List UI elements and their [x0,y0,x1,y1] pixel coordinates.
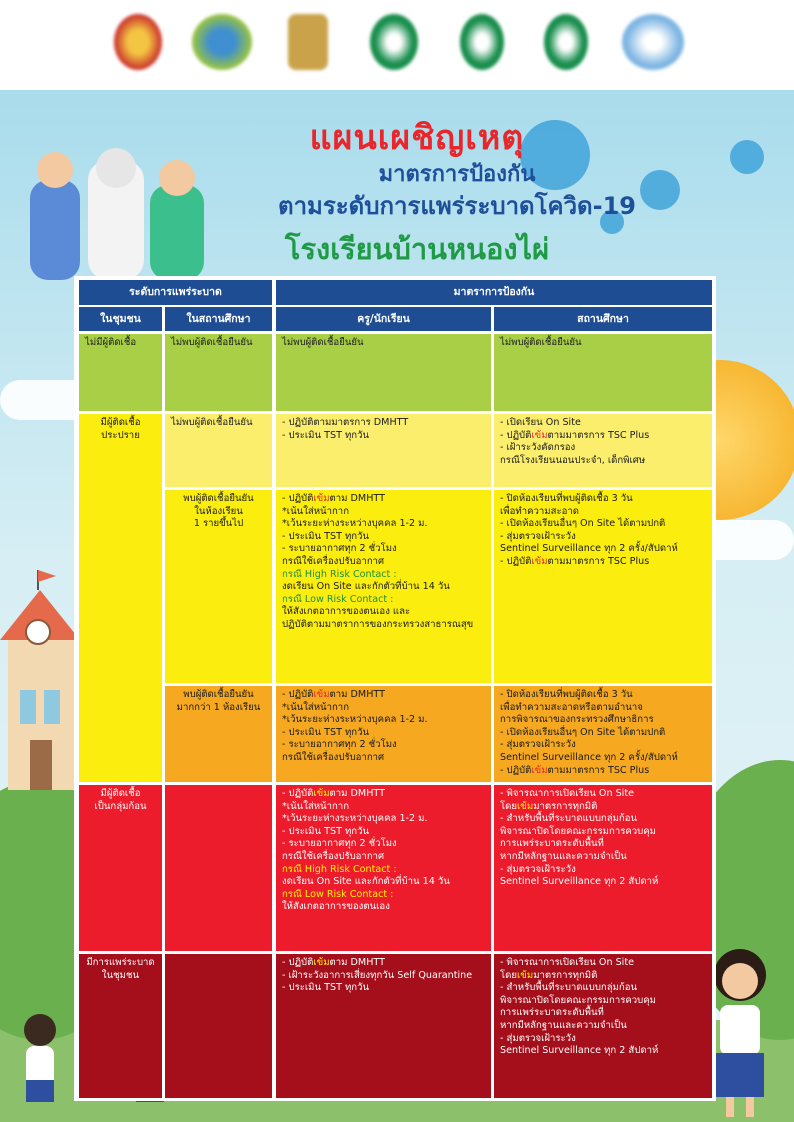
row5-school [165,785,272,951]
header-teacher-student: ครู/นักเรียน [276,307,491,331]
row4-institution: - ปิดห้องเรียนที่พบผู้ติดเชื้อ 3 วัน เพื่อทำความสะอาดหรือตามอำนาจ การพิจารณาของกระทรวงศึกษาธิการ - เปิดห้องเรียนอื่นๆ On Site ได้ตามปกติ - สุ่มตรวจเฝ้าระวัง Sentinel Surveillance ทุก 2 ครั้ง/สัปดาห์ - ปฏิบัติเข้มตามมาตรการ TSC Plus [494,686,712,782]
ministry-logo [288,14,328,70]
row3-institution: - ปิดห้องเรียนที่พบผู้ติดเชื้อ 3 วัน เพื่อทำความสะอาด - เปิดห้องเรียนอื่นๆ On Site ได้ตามปกติ - สุ่มตรวจเฝ้าระวัง Sentinel Surveillance ทุก 2 ครั้ง/สัปดาห์ - ปฏิบัติเข้มตามมาตรการ TSC Plus [494,490,712,683]
subtitle-prevention: มาตรการป้องกัน [378,162,536,187]
measures-table [74,276,716,1101]
unicef-logo [622,14,684,70]
row1-teacher: ไม่พบผู้ติดเชื้อยืนยัน [276,334,491,411]
row4-teacher: - ปฏิบัติเข้มตาม DMHTT *เน้นใส่หน้ากาก *เว้นระยะห่างระหว่างบุคคล 1-2 ม. - ประเมิน TST ทุกวัน - ระบายอากาศทุก 2 ชั่วโมง กรณีใช้เครื่องปรับอากาศ [276,686,491,782]
row3-teacher: - ปฏิบัติเข้มตาม DMHTT *เน้นใส่หน้ากาก *เว้นระยะห่างระหว่างบุคคล 1-2 ม. - ประเมิน TST ทุกวัน - ระบายอากาศทุก 2 ชั่วโมง กรณีใช้เครื่องปรับอากาศ กรณี High Risk Contact : งดเรียน On Site และกักตัวที่บ้าน 14 วัน กรณี Low Risk Contact : ให้สังเกตอาการของตนเอง และ ปฏิบัติตามมาตราการของกระทรวงสาธารณสุข [276,490,491,683]
district-office-logo [192,14,252,70]
header-community: ในชุมชน [79,307,162,331]
row6-school [165,954,272,1098]
row6-institution: - พิจารณาการเปิดเรียน On Site โดยเข้มมาตรการทุกมิติ - สำหรับพื้นที่ระบาดแบบกลุ่มก้อน พิจารณาปิดโดยคณะกรรมการควบคุม การแพร่ระบาดระดับพื้นที่ หากมีหลักฐานและความจำเป็น - สุ่มตรวจเฝ้าระวัง Sentinel Surveillance ทุก 2 สัปดาห์ [494,954,712,1098]
row6-community: มีการแพร่ระบาด ในชุมชน [79,954,162,1098]
health-logo-2 [460,14,504,70]
health-logo-1 [370,14,418,70]
school-building-illustration [0,570,80,790]
row5-teacher: - ปฏิบัติเข้มตาม DMHTT *เน้นใส่หน้ากาก *เว้นระยะห่างระหว่างบุคคล 1-2 ม. - ประเมิน TST ทุกวัน - ระบายอากาศทุก 2 ชั่วโมง กรณีใช้เครื่องปรับอากาศ กรณี High Risk Contact : งดเรียน On Site และกักตัวที่บ้าน 14 วัน กรณี Low Risk Contact : ให้สังเกตอาการของตนเอง [276,785,491,951]
row2-institution: - เปิดเรียน On Site - ปฏิบัติเข้มตามมาตรการ TSC Plus - เฝ้าระวังคัดกรอง กรณีโรงเรียนนอนประจำ, เด็กพิเศษ [494,414,712,487]
row3-school: พบผู้ติดเชื้อยืนยัน ในห้องเรียน 1 รายขึ้นไป [165,490,272,683]
header-school: ในสถานศึกษา [165,307,272,331]
header-spread-level: ระดับการแพร่ระบาด [79,280,272,305]
subtitle-spread-level: ตามระดับการแพร่ระบาดโควิด-19 [277,192,636,220]
school-name: โรงเรียนบ้านหนองไผ่ [284,232,550,266]
row2-teacher: - ปฏิบัติตามมาตรการ DMHTT - ประเมิน TST ทุกวัน [276,414,491,487]
logo-bar [0,0,794,90]
obec-seal-logo [114,14,162,70]
page-title: แผนเผชิญเหตุ [309,118,525,158]
row2-school: ไม่พบผู้ติดเชื้อยืนยัน [165,414,272,487]
row2-community: มีผู้ติดเชื้อ ประปราย [79,414,162,782]
header-institution: สถานศึกษา [494,307,712,331]
row6-teacher: - ปฏิบัติเข้มตาม DMHTT - เฝ้าระวังอาการเสี่ยงทุกวัน Self Quarantine - ประเมิน TST ทุกวัน [276,954,491,1098]
header-prevention: มาตราการป้องกัน [276,280,712,305]
row1-institution: ไม่พบผู้ติดเชื้อยืนยัน [494,334,712,411]
row5-community: มีผู้ติดเชื้อ เป็นกลุ่มก้อน [79,785,162,951]
row5-institution: - พิจารณาการเปิดเรียน On Site โดยเข้มมาตรการทุกมิติ - สำหรับพื้นที่ระบาดแบบกลุ่มก้อน พิจารณาปิดโดยคณะกรรมการควบคุม การแพร่ระบาดระดับพื้นที่ หากมีหลักฐานและความจำเป็น - สุ่มตรวจเฝ้าระวัง Sentinel Surveillance ทุก 2 สัปดาห์ [494,785,712,951]
health-logo-3 [544,14,588,70]
row4-school: พบผู้ติดเชื้อยืนยัน มากกว่า 1 ห้องเรียน [165,686,272,782]
row1-community: ไม่มีผู้ติดเชื้อ [79,334,162,411]
row1-school: ไม่พบผู้ติดเชื้อยืนยัน [165,334,272,411]
